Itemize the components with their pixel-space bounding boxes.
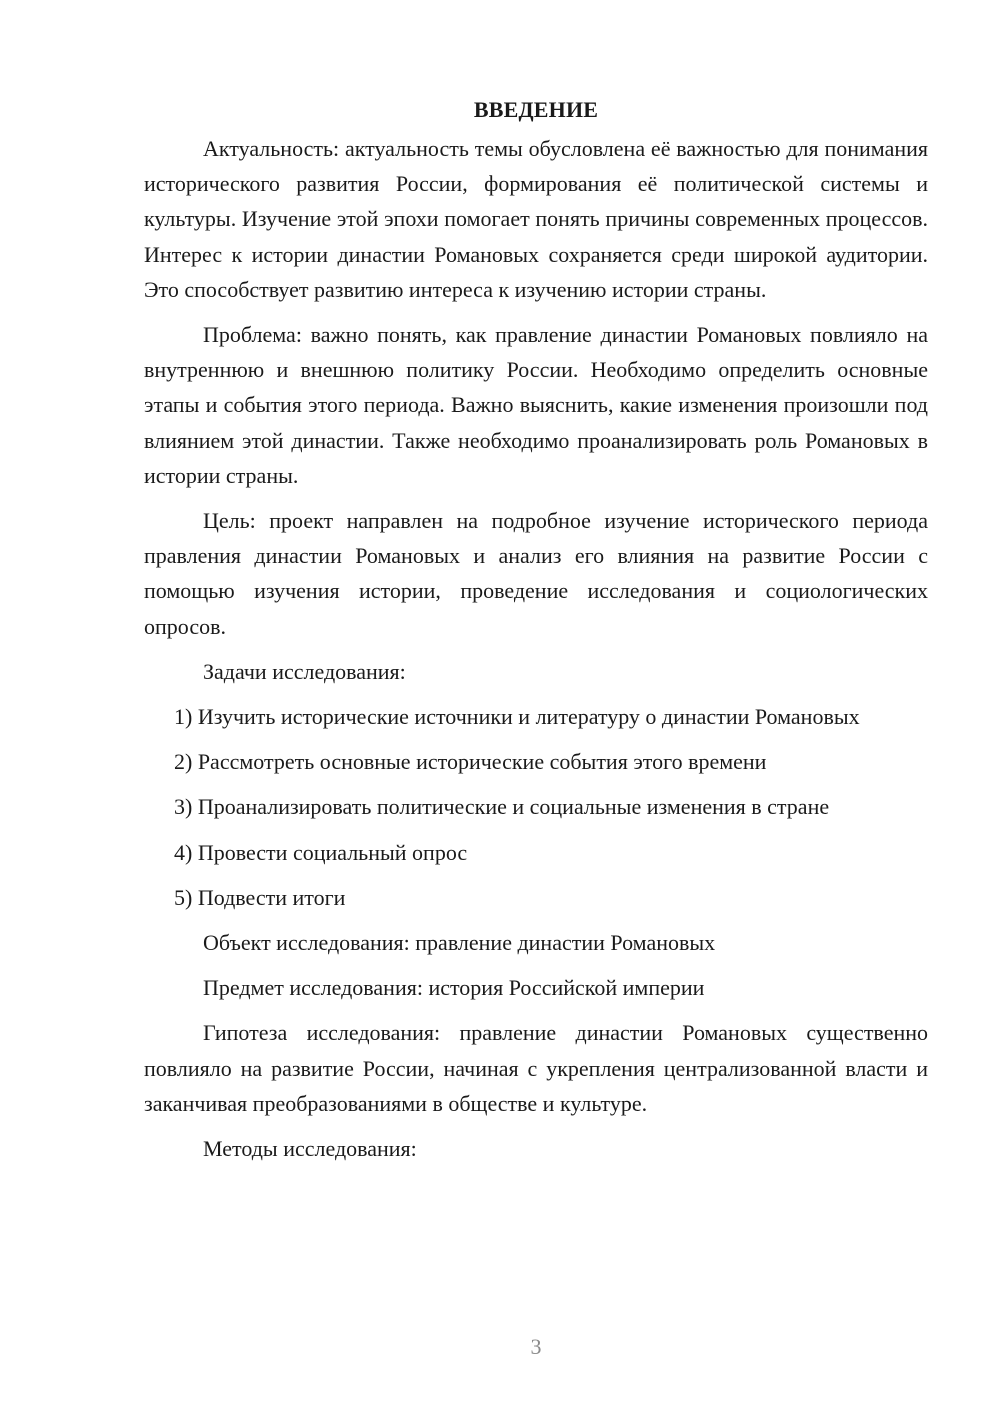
task-item-5: 5) Подвести итоги xyxy=(174,884,346,910)
research-hypothesis: Гипотеза исследования: правление династии Романовых существенно повлияло на развитие России, начиная с укрепления централизованной власти и заканчивая преобразованиями в обществе и культуре. xyxy=(144,1020,928,1116)
research-object: Объект исследования: правление династии Романовых xyxy=(203,930,716,956)
task-item-2: 2) Рассмотреть основные исторические события этого времени xyxy=(174,749,767,775)
page-number: 3 xyxy=(530,1334,542,1359)
section-title: ВВЕДЕНИЕ xyxy=(473,97,599,122)
task-item-1: 1) Изучить исторические источники и литературу о династии Романовых xyxy=(174,704,860,730)
problem-paragraph: Проблема: важно понять, как правление династии Романовых повлияло на внутреннюю и внешнюю политику России. Необходимо определить основные этапы и события этого периода. Важно выяснить, какие изменения произошли под влиянием этой династии. Также необходимо проанализировать роль Романовых в истории страны. xyxy=(144,322,928,488)
tasks-heading: Задачи исследования: xyxy=(203,658,406,684)
document-page xyxy=(144,92,928,1176)
research-subject: Предмет исследования: история Российской империи xyxy=(203,975,705,1001)
research-methods: Методы исследования: xyxy=(203,1136,417,1162)
task-item-4: 4) Провести социальный опрос xyxy=(174,839,468,865)
relevance-paragraph: Актуальность: актуальность темы обусловлена её важностью для понимания исторического развития России, формирования её политической системы и культуры. Изучение этой эпохи помогает понять причины современных процессов. Интерес к истории династии Романовых сохраняется среди широкой аудитории. Это способствует развитию интереса к изучению истории страны. xyxy=(144,136,928,302)
task-item-3: 3) Проанализировать политические и социальные изменения в стране xyxy=(174,794,830,820)
goal-paragraph: Цель: проект направлен на подробное изучение исторического периода правления династии Романовых и анализ его влияния на развитие России с помощью изучения истории, проведение исследования и социологических опросов. xyxy=(144,508,928,639)
